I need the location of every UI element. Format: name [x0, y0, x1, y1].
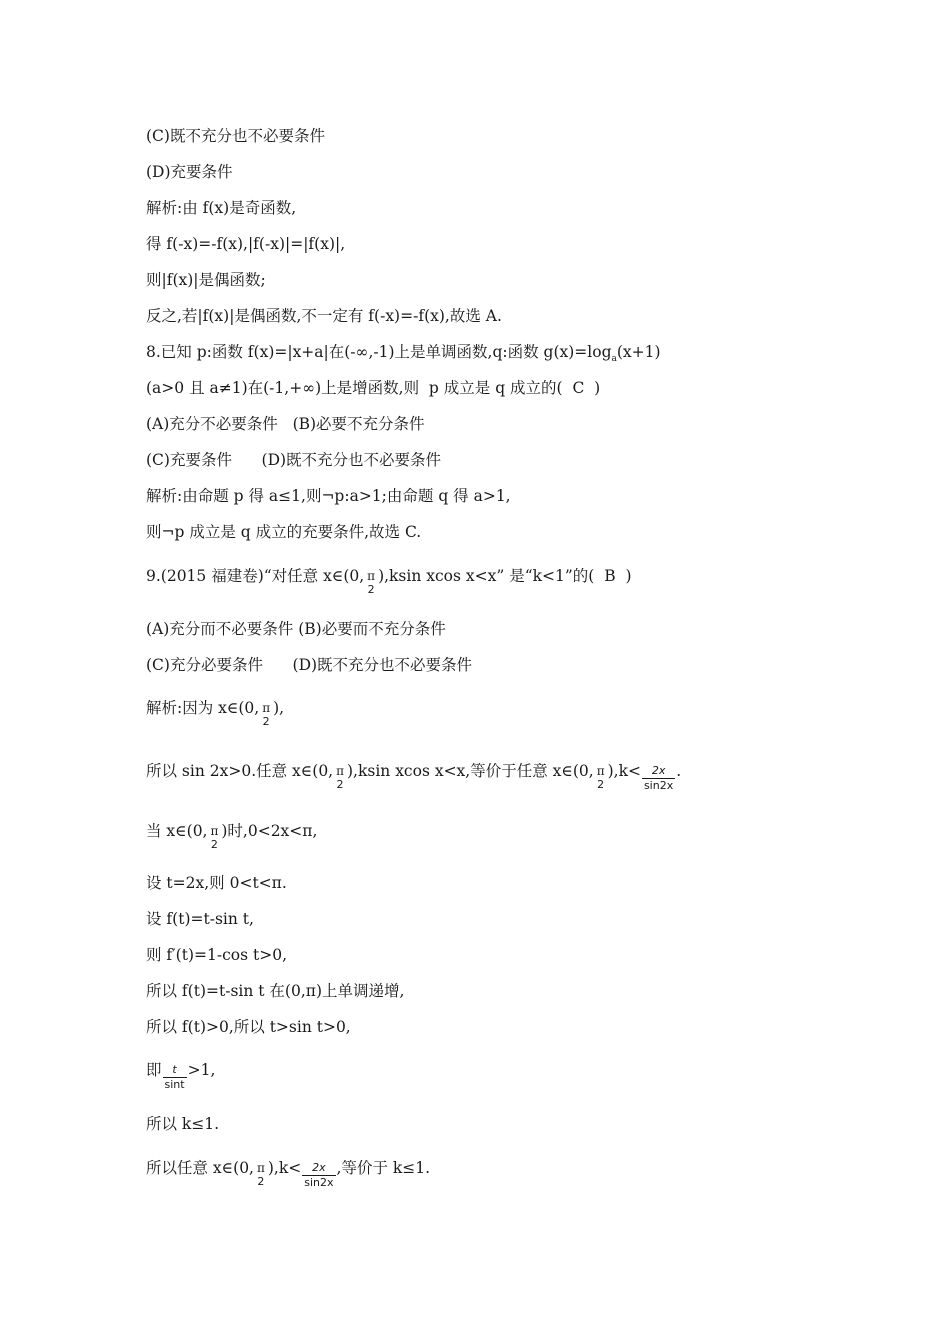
pi-over-2-fraction — [365, 569, 377, 597]
sol-text: ),k< — [267, 1159, 302, 1177]
options-line: (A)充分而不必要条件 (B)必要而不充分条件 — [146, 620, 446, 638]
q8-text: 8.已知 p:函数 f(x)=|x+a|在(-∞,-1)上是单调函数,q:函数 g(x)=log — [146, 343, 612, 361]
frac-num — [163, 1062, 187, 1077]
frac-num — [642, 763, 675, 778]
t-over-sint-fraction — [163, 1062, 187, 1092]
frac-num-text: t — [172, 1063, 177, 1076]
pi-over-2-fraction — [255, 1161, 267, 1189]
sol-text: 即 — [146, 1061, 162, 1079]
q9-text-end: ),ksin xcos x<x” 是“k<1”的( B ) — [378, 567, 632, 585]
sol-text-end: >1, — [187, 1061, 216, 1079]
solution-line — [146, 1056, 216, 1091]
sol-text: 解析:因为 x∈(0, — [146, 699, 260, 717]
2x-over-sin2x-fraction — [642, 763, 675, 793]
solution-line: 设 f(t)=t-sin t, — [146, 910, 254, 928]
pi-over-2-fraction — [334, 764, 346, 792]
log-base: a — [611, 354, 617, 365]
solution-line: 解析:由命题 p 得 a≤1,则¬p:a>1;由命题 q 得 a>1, — [146, 487, 511, 505]
q8-text-end: (x+1) — [616, 343, 661, 361]
sol-text: 当 x∈(0, — [146, 822, 208, 840]
options-line: (C)充要条件 (D)既不充分也不必要条件 — [146, 451, 442, 469]
sol-text-end: ), — [273, 699, 285, 717]
option-d-line: (D)充要条件 — [146, 163, 233, 181]
q9-text: 9.(2015 福建卷)“对任意 x∈(0, — [146, 567, 365, 585]
solution-line: 则 f′(t)=1-cos t>0, — [146, 946, 287, 964]
frac-num: π — [336, 764, 344, 778]
frac-den: 2 — [262, 715, 270, 728]
option-c-line: (C)既不充分也不必要条件 — [146, 127, 325, 145]
frac-num: π — [262, 701, 271, 715]
sol-text: 所以任意 x∈(0, — [146, 1159, 254, 1177]
solution-line: 则¬p 成立是 q 成立的充要条件,故选 C. — [146, 523, 422, 541]
question-8-stem-cont: (a>0 且 a≠1)在(-1,+∞)上是增函数,则 p 成立是 q 成立的( C ) — [146, 379, 601, 397]
frac-den: 2 — [597, 778, 605, 791]
solution-line: 则|f(x)|是偶函数; — [146, 271, 266, 289]
sol-text: ),ksin xcos x<x,等价于任意 x∈(0, — [347, 762, 594, 780]
question-9-stem — [146, 563, 632, 596]
frac-num — [302, 1160, 335, 1175]
solution-line: 所以 k≤1. — [146, 1115, 220, 1133]
pi-over-2-fraction — [595, 764, 607, 792]
frac-num: π — [256, 1161, 265, 1175]
solution-line: 得 f(-x)=-f(x),|f(-x)|=|f(x)|, — [146, 235, 346, 253]
solution-line — [146, 1154, 431, 1189]
options-line: (C)充分必要条件 (D)既不充分也不必要条件 — [146, 656, 473, 674]
solution-line: 反之,若|f(x)|是偶函数,不一定有 f(-x)=-f(x),故选 A. — [146, 307, 502, 325]
frac-den: 2 — [257, 1175, 265, 1188]
frac-den: 2 — [367, 583, 375, 596]
frac-num: π — [210, 824, 219, 838]
options-line: (A)充分不必要条件 (B)必要不充分条件 — [146, 415, 425, 433]
solution-line — [146, 695, 285, 728]
frac-den: sin2x — [304, 1176, 334, 1189]
2x-over-sin2x-fraction — [302, 1160, 335, 1190]
frac-den: 2 — [336, 778, 344, 791]
solution-line — [146, 818, 318, 851]
sol-text-end: ,等价于 k≤1. — [336, 1159, 431, 1177]
sol-text-end: . — [676, 762, 682, 780]
solution-line: 所以 f(t)>0,所以 t>sin t>0, — [146, 1018, 351, 1036]
frac-num: π — [367, 569, 376, 583]
pi-over-2-fraction — [208, 824, 220, 852]
frac-num-text: 2x — [651, 764, 666, 777]
question-8-stem — [146, 342, 661, 369]
solution-line: 解析:由 f(x)是奇函数, — [146, 199, 297, 217]
solution-line: 所以 f(t)=t-sin t 在(0,π)上单调递增, — [146, 982, 405, 1000]
frac-num: π — [596, 764, 605, 778]
sol-text: 所以 sin 2x>0.任意 x∈(0, — [146, 762, 334, 780]
frac-den: sin2x — [643, 779, 674, 792]
solution-line — [146, 757, 682, 792]
sol-text-end: )时,0<2x<π, — [221, 822, 318, 840]
solution-line: 设 t=2x,则 0<t<π. — [146, 874, 287, 892]
frac-den: 2 — [210, 838, 218, 851]
frac-num-text: 2x — [312, 1161, 326, 1174]
frac-den: sint — [164, 1078, 185, 1091]
pi-over-2-fraction — [260, 701, 272, 729]
sol-text: ),k< — [607, 762, 641, 780]
